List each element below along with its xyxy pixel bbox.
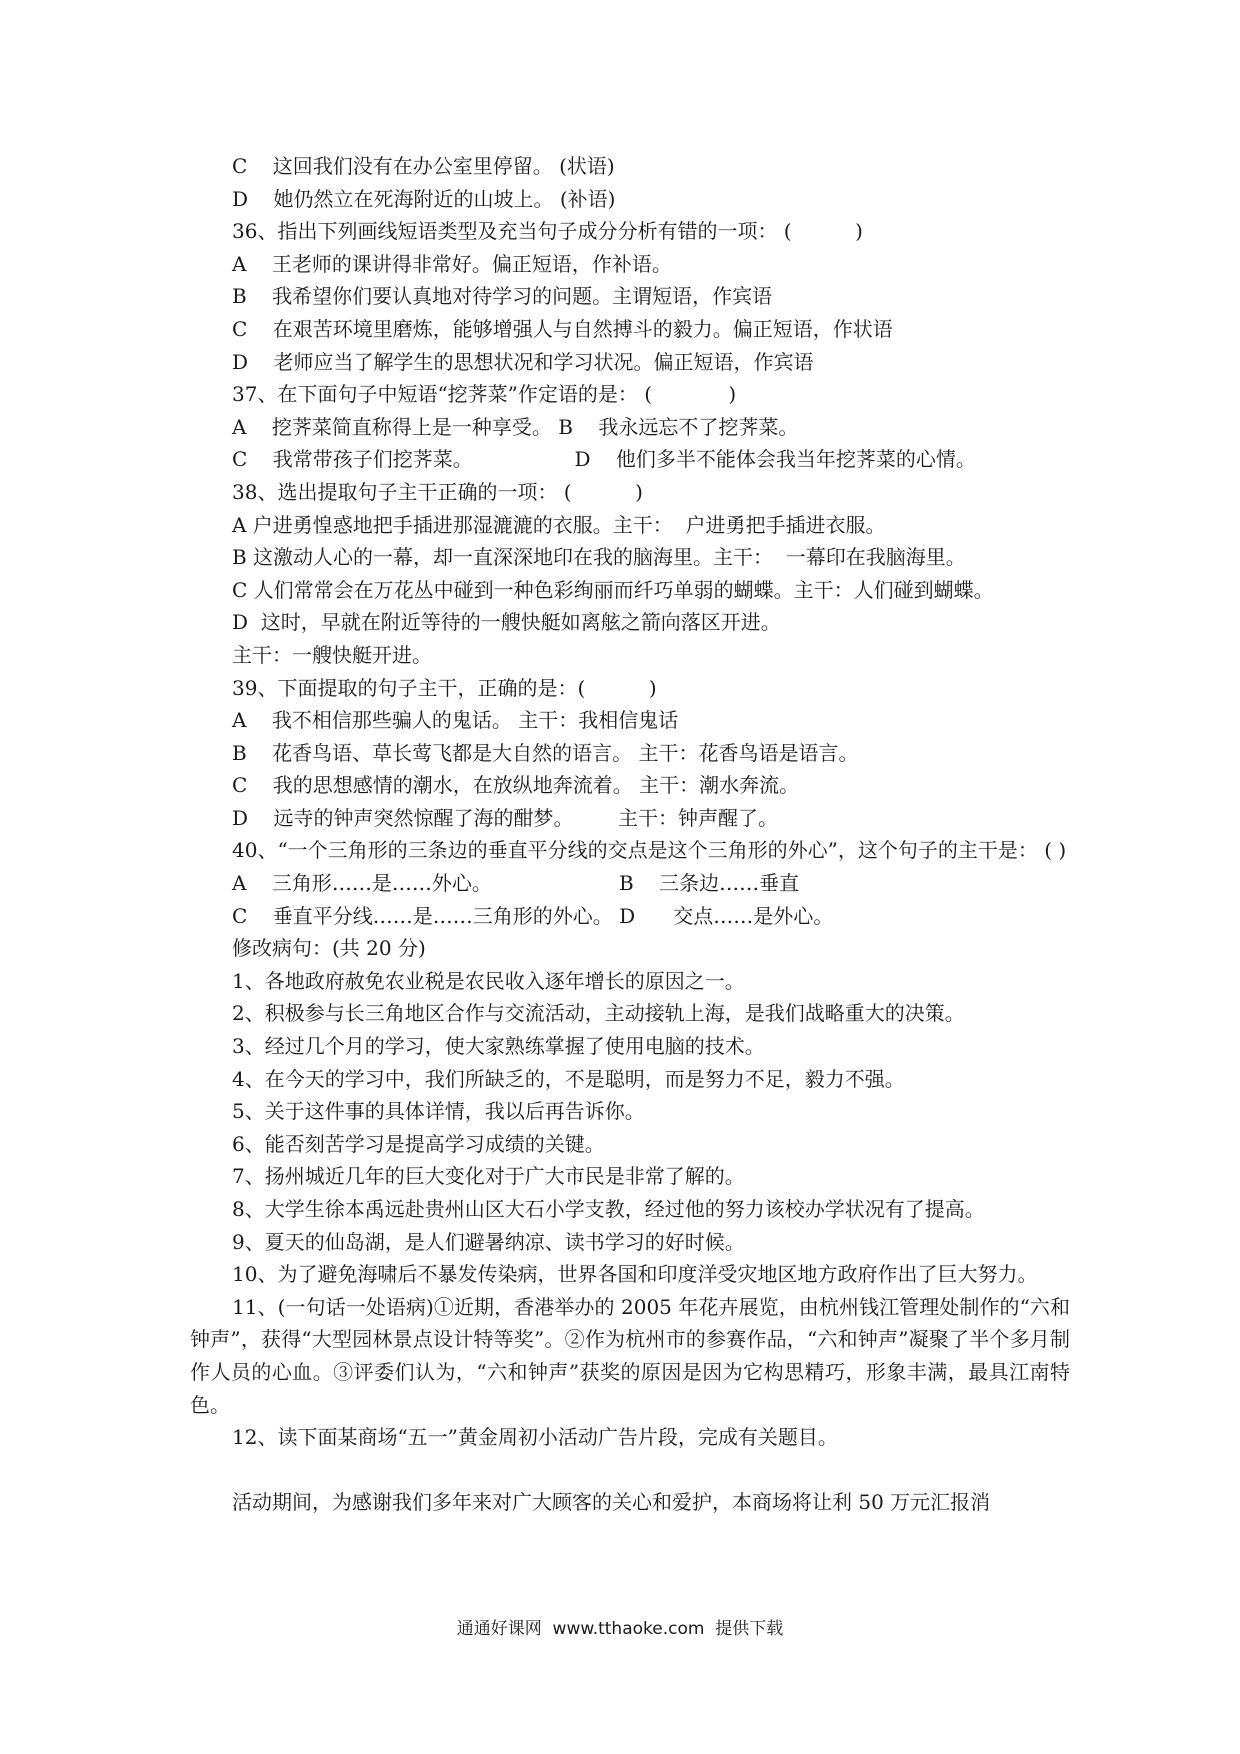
option-line: A 户进勇惶惑地把手插进那湿漉漉的衣服。主干： 户进勇把手插进衣服。 (232, 512, 886, 537)
question-39: 39、下面提取的句子主干，正确的是：( ) (232, 675, 657, 700)
option-line: A 我不相信那些骗人的鬼话。 主干：我相信鬼话 (232, 708, 679, 733)
sentence-item: 3、经过几个月的学习，使大家熟练掌握了使用电脑的技术。 (232, 1034, 765, 1059)
blank-spacer (190, 1454, 1070, 1487)
sentence-item: 5、关于这件事的具体详情，我以后再告诉你。 (232, 1099, 645, 1124)
option-line: C 人们常常会在万花丛中碰到一种色彩绚丽而纤巧单弱的蝴蝶。主干：人们碰到蝴蝶。 (232, 577, 994, 602)
sentence-item-12: 12、读下面某商场“五一”黄金周初小活动广告片段，完成有关题目。 (232, 1425, 838, 1450)
option-line: C 我的思想感情的潮水，在放纵地奔流着。 主干：潮水奔流。 (232, 773, 800, 798)
question-37: 37、在下面句子中短语“挖荠菜”作定语的是： ( ) (232, 382, 737, 407)
sentence-item: 9、夏天的仙岛湖，是人们避暑纳凉、读书学习的好时候。 (232, 1229, 745, 1254)
option-line: B 花香鸟语、草长莺飞都是大自然的语言。 主干：花香鸟语是语言。 (232, 740, 859, 765)
option-line: B 这激动人心的一幕，却一直深深地印在我的脑海里。主干： 一幕印在我脑海里。 (232, 545, 966, 570)
section-heading: 修改病句：(共 20 分) (232, 936, 426, 961)
option-line: A 三角形……是……外心。 B 三条边……垂直 (232, 871, 800, 896)
sentence-item-11: 11、(一句话一处语病)①近期，香港举办的 2005 年花卉展览，由杭州钱江管理处制作的“六和钟声”，获得“大型园林景点设计特等奖”。②作为杭州市的参赛作品，“六和钟声”凝聚了半个多月制作人员的心血。③评委们认为，“六和钟声”获奖的原因是因为它构思精巧，形象丰满，最具江南特色。 (190, 1294, 1070, 1417)
document-body (190, 150, 1070, 1519)
sentence-item: 1、各地政府赦免农业税是农民收入逐年增长的原因之一。 (232, 968, 745, 993)
option-line: A 王老师的课讲得非常好。偏正短语，作补语。 (232, 251, 672, 276)
option-line: 主干：一艘快艇开进。 (232, 642, 432, 667)
activity-text: 活动期间，为感谢我们多年来对广大顾客的关心和爱护，本商场将让利 50 万元汇报消 (232, 1490, 991, 1515)
sentence-item-10: 10、为了避免海啸后不暴发传染病，世界各国和印度洋受灾地区地方政府作出了巨大努力。 (232, 1262, 1038, 1287)
question-36: 36、指出下列画线短语类型及充当句子成分分析有错的一项： ( ) (232, 219, 863, 244)
option-line: B 我希望你们要认真地对待学习的问题。主谓短语，作宾语 (232, 284, 773, 309)
page-footer: 通通好课网 www.tthaoke.com 提供下载 (456, 1619, 784, 1639)
sentence-item: 7、扬州城近几年的巨大变化对于广大市民是非常了解的。 (232, 1164, 745, 1189)
option-line: C 垂直平分线……是……三角形的外心。 D 交点……是外心。 (232, 903, 834, 928)
sentence-item: 6、能否刻苦学习是提高学习成绩的关键。 (232, 1131, 605, 1156)
text-line: D 她仍然立在死海附近的山坡上。 (补语) (232, 186, 616, 211)
option-line: D 这时，早就在附近等待的一艘快艇如离舷之箭向落区开进。 (232, 610, 781, 635)
option-line: C 我常带孩子们挖荠菜。 D 他们多半不能体会我当年挖荠菜的心情。 (232, 447, 976, 472)
sentence-item: 2、积极参与长三角地区合作与交流活动，主动接轨上海，是我们战略重大的决策。 (232, 1001, 965, 1026)
sentence-item: 8、大学生徐本禹远赴贵州山区大石小学支教，经过他的努力该校办学状况有了提高。 (232, 1197, 985, 1221)
text-line: C 这回我们没有在办公室里停留。 (状语) (232, 154, 615, 178)
sentence-item: 4、在今天的学习中，我们所缺乏的，不是聪明，而是努力不足，毅力不强。 (232, 1066, 905, 1091)
option-line: D 远寺的钟声突然惊醒了海的酣梦。 主干：钟声醒了。 (232, 805, 778, 830)
option-line: C 在艰苦环境里磨炼，能够增强人与自然搏斗的毅力。偏正短语，作状语 (232, 316, 893, 341)
option-line: D 老师应当了解学生的思想状况和学习状况。偏正短语，作宾语 (232, 349, 814, 374)
question-40: 40、“一个三角形的三条边的垂直平分线的交点是这个三角形的外心”，这个句子的主干是： ( ) (232, 838, 1067, 863)
question-38: 38、选出提取句子主干正确的一项： ( ) (232, 479, 643, 504)
option-line: A 挖荠菜简直称得上是一种享受。 B 我永远忘不了挖荠菜。 (232, 414, 799, 439)
